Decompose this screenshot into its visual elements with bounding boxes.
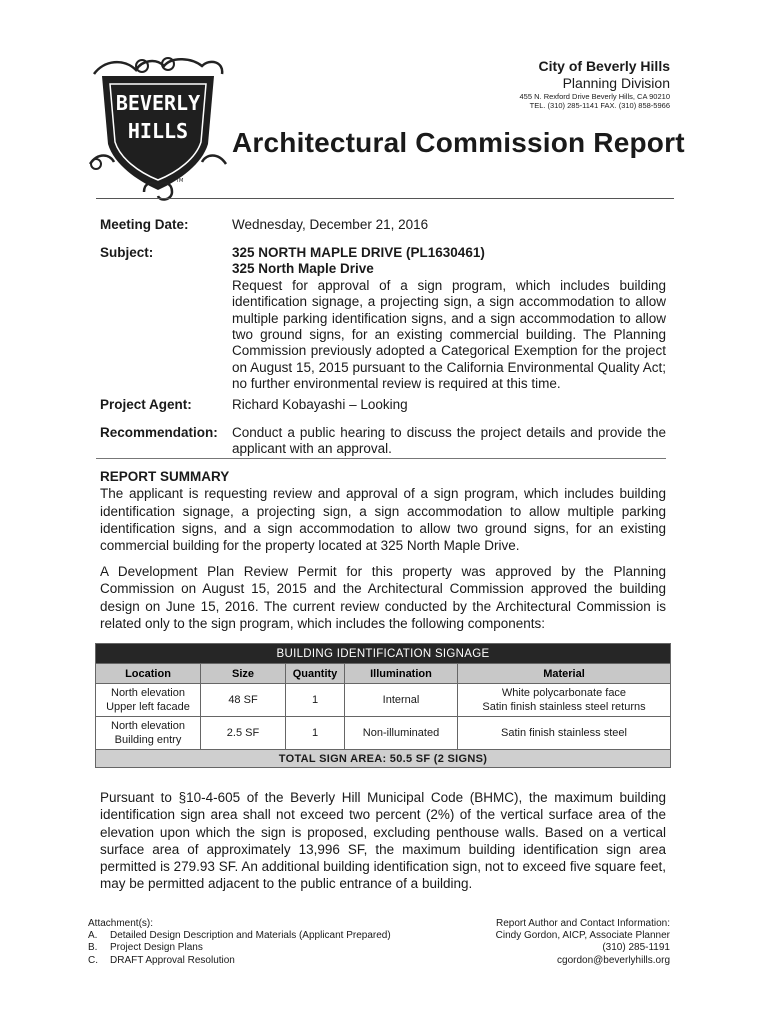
attachment-key: A.	[88, 930, 98, 942]
cell-material	[458, 684, 671, 717]
col-header-location: Location	[96, 664, 201, 684]
project-agent-value: Richard Kobayashi – Looking	[232, 397, 408, 412]
address-block	[520, 92, 670, 110]
subject-body: Request for approval of a sign program, which includes building identification signage, a projecting sign, a sign accommodation to allow multiple parking identification signs, and a sign accommodation to allow two ground signs, for an existing commercial building. The Planning Commission previously adopted a Categorical Exemption for the project on August 15, 2015 pursuant to the California Environmental Quality Act; no further environmental review is required at this time.	[232, 277, 666, 392]
cell-size: 48 SF	[201, 684, 286, 717]
meeting-date-value: Wednesday, December 21, 2016	[232, 217, 429, 232]
section-divider	[96, 458, 666, 459]
cell-location	[96, 717, 201, 750]
recommendation-label: Recommendation:	[100, 425, 218, 440]
attachments-label: Attachment(s):	[88, 918, 154, 929]
cell-illumination: Internal	[345, 684, 458, 717]
subject-label: Subject:	[100, 245, 154, 260]
cell-location-line-1: North elevation	[111, 687, 185, 699]
cell-quantity: 1	[286, 684, 345, 717]
cell-material-line-1: White polycarbonate face	[501, 687, 627, 699]
subject-block	[232, 245, 666, 393]
logo-tm: TM	[176, 178, 184, 184]
signage-table	[95, 643, 671, 768]
author-label: Report Author and Contact Information:	[496, 918, 670, 929]
report-title: Architectural Commission Report	[232, 127, 685, 158]
table-title-row	[96, 644, 671, 664]
attachment-text: Project Design Plans	[110, 942, 203, 954]
cell-location-line-2: Building entry	[114, 734, 182, 746]
cell-size: 2.5 SF	[201, 717, 286, 750]
attachment-text: DRAFT Approval Resolution	[110, 954, 235, 966]
col-header-quantity: Quantity	[286, 664, 345, 684]
report-summary-heading: REPORT SUMMARY	[100, 469, 230, 484]
attachment-item	[88, 942, 391, 954]
author-email: cgordon@beverlyhills.org	[557, 954, 670, 966]
cell-location-line-2: Upper left facade	[106, 701, 190, 713]
attachment-item	[88, 955, 391, 967]
col-header-size: Size	[201, 664, 286, 684]
beverly-hills-logo	[84, 52, 232, 202]
total-sign-area: TOTAL SIGN AREA: 50.5 SF (2 SIGNS)	[96, 750, 671, 768]
subject-line-1: 325 NORTH MAPLE DRIVE (PL1630461)	[232, 245, 485, 260]
subject-line-2: 325 North Maple Drive	[232, 261, 374, 277]
cell-material: Satin finish stainless steel	[458, 717, 671, 750]
summary-paragraph-1: The applicant is requesting review and approval of a sign program, which includes building identification signage, a projecting sign, a sign accommodation to allow multiple parking identification signs, and a sign accommodation to allow two ground signs, for an existing commercial building for the property located at 325 North Maple Drive.	[100, 486, 666, 554]
recommendation-value: Conduct a public hearing to discuss the project details and provide the applicant with an approval.	[232, 425, 666, 457]
author-name: Cindy Gordon, AICP, Associate Planner	[495, 930, 670, 942]
author-phone: (310) 285-1191	[602, 942, 670, 954]
logo-text-top: BEVERLY	[115, 91, 201, 115]
table-header-row	[96, 664, 671, 684]
meeting-date-label: Meeting Date:	[100, 217, 189, 232]
attachment-text: Detailed Design Description and Materials (Applicant Prepared)	[110, 930, 391, 942]
cell-location-line-1: North elevation	[111, 720, 185, 732]
address-line: 455 N. Rexford Drive Beverly Hills, CA 90210	[519, 92, 670, 101]
summary-paragraph-2: A Development Plan Review Permit for this property was approved by the Planning Commission on August 15, 2015 and the Architectural Commission approved the building design on June 15, 2016. The current review conducted by the Architectural Commission is related only to the sign program, which includes the following components:	[100, 564, 666, 631]
cell-quantity: 1	[286, 717, 345, 750]
report-summary	[100, 468, 666, 554]
cell-illumination: Non-illuminated	[345, 717, 458, 750]
header-divider	[96, 198, 674, 199]
table-row	[96, 684, 671, 717]
col-header-illumination: Illumination	[345, 664, 458, 684]
table-total-row	[96, 750, 671, 768]
cell-location	[96, 684, 201, 717]
contact-line: TEL. (310) 285-1141 FAX. (310) 858-5966	[529, 101, 670, 110]
cell-material-line-2: Satin finish stainless steel returns	[482, 701, 646, 713]
attachment-item	[88, 930, 391, 942]
logo-scroll-top	[94, 59, 222, 74]
attachment-key: C.	[88, 954, 98, 966]
author-block	[496, 918, 670, 967]
col-header-material: Material	[458, 664, 671, 684]
attachments-block	[88, 918, 391, 967]
project-agent-label: Project Agent:	[100, 397, 192, 412]
summary-paragraph-3: Pursuant to §10-4-605 of the Beverly Hill Municipal Code (BHMC), the maximum building identification sign area shall not exceed two percent (2%) of the vertical surface area of the elevation upon which the sign is proposed, excluding penthouse walls. Based on a vertical surface area of approximately 13,996 SF, the maximum building identification sign area permitted is 279.93 SF. An additional building identification sign, not to exceed five square feet, may be permitted adjacent to the public entrance of a building.	[100, 790, 666, 892]
table-title: BUILDING IDENTIFICATION SIGNAGE	[96, 644, 671, 664]
attachment-key: B.	[88, 942, 98, 954]
table-row	[96, 717, 671, 750]
city-name: City of Beverly Hills	[538, 58, 670, 74]
logo-text-bottom: HILLS	[127, 119, 189, 143]
division-name: Planning Division	[562, 75, 670, 91]
